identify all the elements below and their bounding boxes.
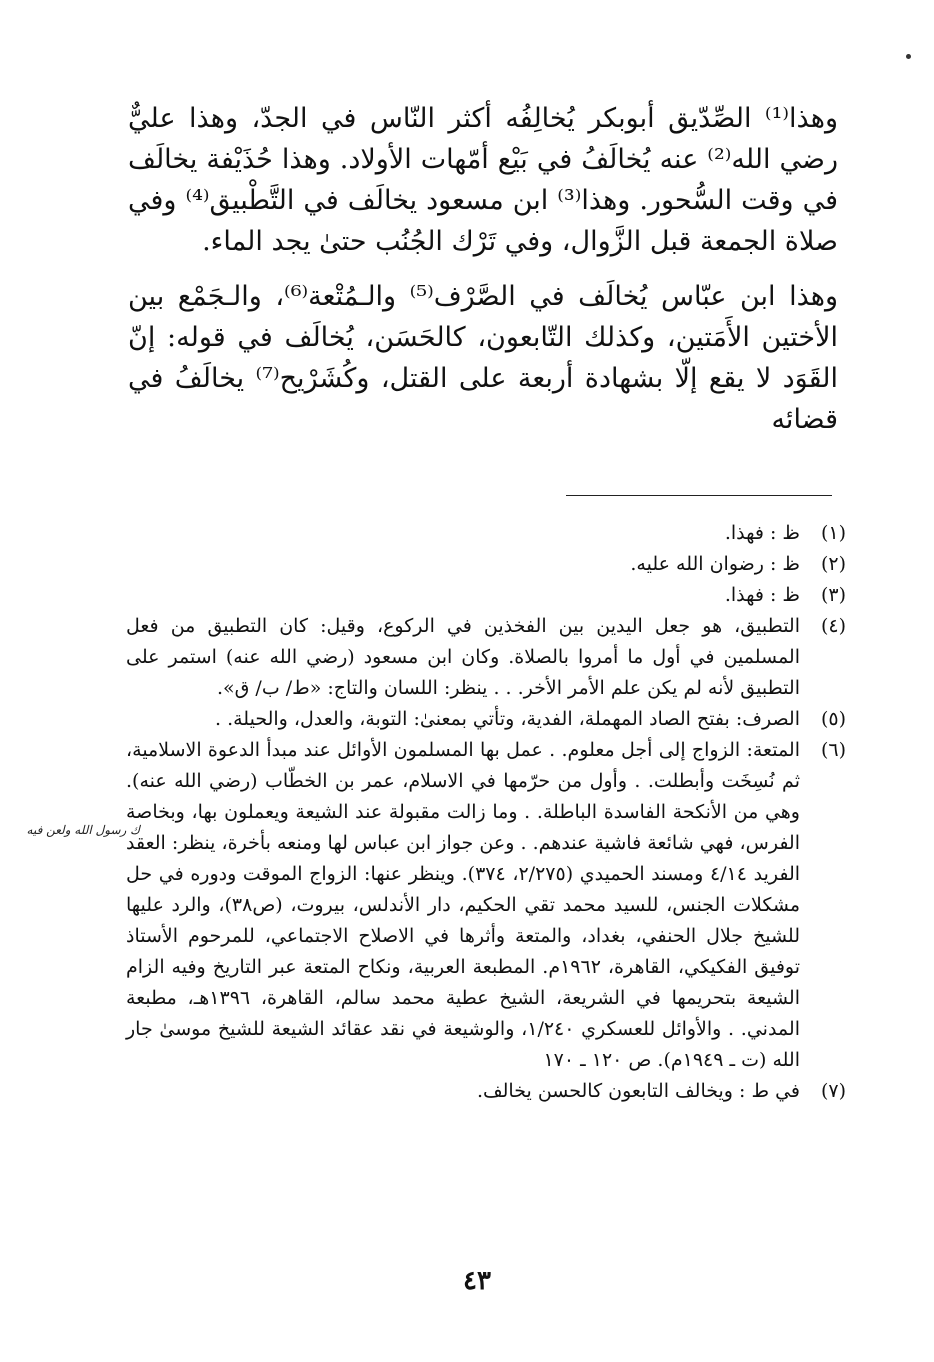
- footnote-number: (١): [820, 522, 846, 544]
- footnote-text: ظ : فهذا.: [724, 522, 800, 544]
- footnote-1: [126, 518, 846, 549]
- footnote-7: [126, 1076, 846, 1107]
- footnote-number: (٦): [820, 739, 846, 761]
- footnotes: [126, 518, 846, 1107]
- footnote-number: (٣): [820, 584, 846, 606]
- footnote-2: [126, 549, 846, 580]
- page-number: ٤٣: [463, 1266, 491, 1296]
- footnote-5: [126, 704, 846, 735]
- paragraph-1: وهذا⁽¹⁾ الصِّدّيق أبوبكر يُخالِفُه أكثر النّاس في الجدّ، وهذا عليٌّ رضي الله⁽²⁾ عنه يُخالَفُ في بَيْع أمّهات الأولاد. وهذا حُذَيْفة يخالَف في وقت السُّحور. وهذا⁽³⁾ ابن مسعود يخالَف في التَّطْبيق⁽⁴⁾ وفي صلاة الجمعة قبل الزَّوال، وفي تَرْك الجُنُب حتىٰ يجد الماء.: [128, 103, 839, 257]
- footnote-text: المتعة: الزواج إلى أجل معلوم. . عمل بها المسلمون الأوائل عند مبدأ الدعوة الاسلامية، ثم نُسِخَت وأبطلت. . وأول من حرّمها في الاسلام، عمر بن الخطّاب (رضي الله عنه). وهي من الأنكحة الفاسدة الباطلة. . وما زالت مقبولة عند الشيعة ويعملون بها، وبخاصة الفرس، فهي شائعة فاشية عندهم. . وعن جواز ابن عباس لها ومنعه بأخرة، ينظر: العقد الفريد ٤/١٤ ومسند الحميدي (٢/٢٧٥، ٣٧٤). وينظر عنها: الزواج الموقت ودوره في حل مشكلات الجنس، للسيد محمد تقي الحكيم، دار الأندلس، بيروت، (ص٣٨)، والرد عليها للشيخ جلال الحنفي، بغداد، والمتعة وأثرها في الاصلاح الاجتماعي، للمرحوم الأستاذ توفيق الفكيكي، القاهرة، ١٩٦٢م. المطبعة العربية، ونكاح المتعة عبر التاريخ وفيه الزام الشيعة بتحريمها في الشريعة، الشيخ عطية محمد سالم، القاهرة، ١٣٩٦هـ، مطبعة المدني. . والأوائل للعسكري ١/٢٤٠، والوشيعة في نقد عقائد الشيعة للشيخ موسىٰ جار الله (ت ـ ١٩٤٩م). ص ١٢٠ ـ ١٧٠: [126, 739, 801, 1071]
- footnote-6: [126, 735, 846, 1076]
- scan-speck: [906, 54, 911, 59]
- footnote-text: الصرف: بفتح الصاد المهملة، الفدية، وتأتي بمعنىٰ: التوبة، والعدل، والحيلة. .: [214, 708, 800, 730]
- footnote-text: التطبيق، هو جعل اليدين بين الفخذين في الركوع، وقيل: كان التطبيق من فعل المسلمين في أول ما أمروا بالصلاة. وكان ابن مسعود (رضي الله عنه) استمر على التطبيق لأنه لم يكن علم الأمر الأخر. . . ينظر: اللسان والتاج: «ط/ ب/ ق».: [126, 615, 800, 699]
- footnote-4: [126, 611, 846, 704]
- paragraph-2: وهذا ابن عبّاس يُخالَف في الصَّرْف⁽⁵⁾ والـمُتْعة⁽⁶⁾، والـجَمْع بين الأختين الأَمَتين، وكذلك التّابعون، كالحَسَن، يُخالَف في قوله: إنّ القَوَد لا يقع إلّا بشهادة أربعة على القتل، وكُشَرْيح⁽⁷⁾ يخالَفُ في قضائه: [128, 281, 839, 435]
- footnote-number: (٢): [820, 553, 846, 575]
- footnote-number: (٥): [820, 708, 846, 730]
- footnote-text: ظ : فهذا.: [724, 584, 800, 606]
- footnote-number: (٤): [820, 615, 846, 637]
- footnote-3: [126, 580, 846, 611]
- footnote-text: في ط : ويخالف التابعون كالحسن يخالف.: [476, 1080, 800, 1102]
- footnote-text: ظ : رضوان الله عليه.: [630, 553, 800, 575]
- handwritten-margin-note: ك رسول الله ولعن فيه: [26, 823, 140, 837]
- footnote-separator: [566, 495, 832, 496]
- footnote-number: (٧): [820, 1080, 846, 1102]
- main-text: [128, 98, 838, 454]
